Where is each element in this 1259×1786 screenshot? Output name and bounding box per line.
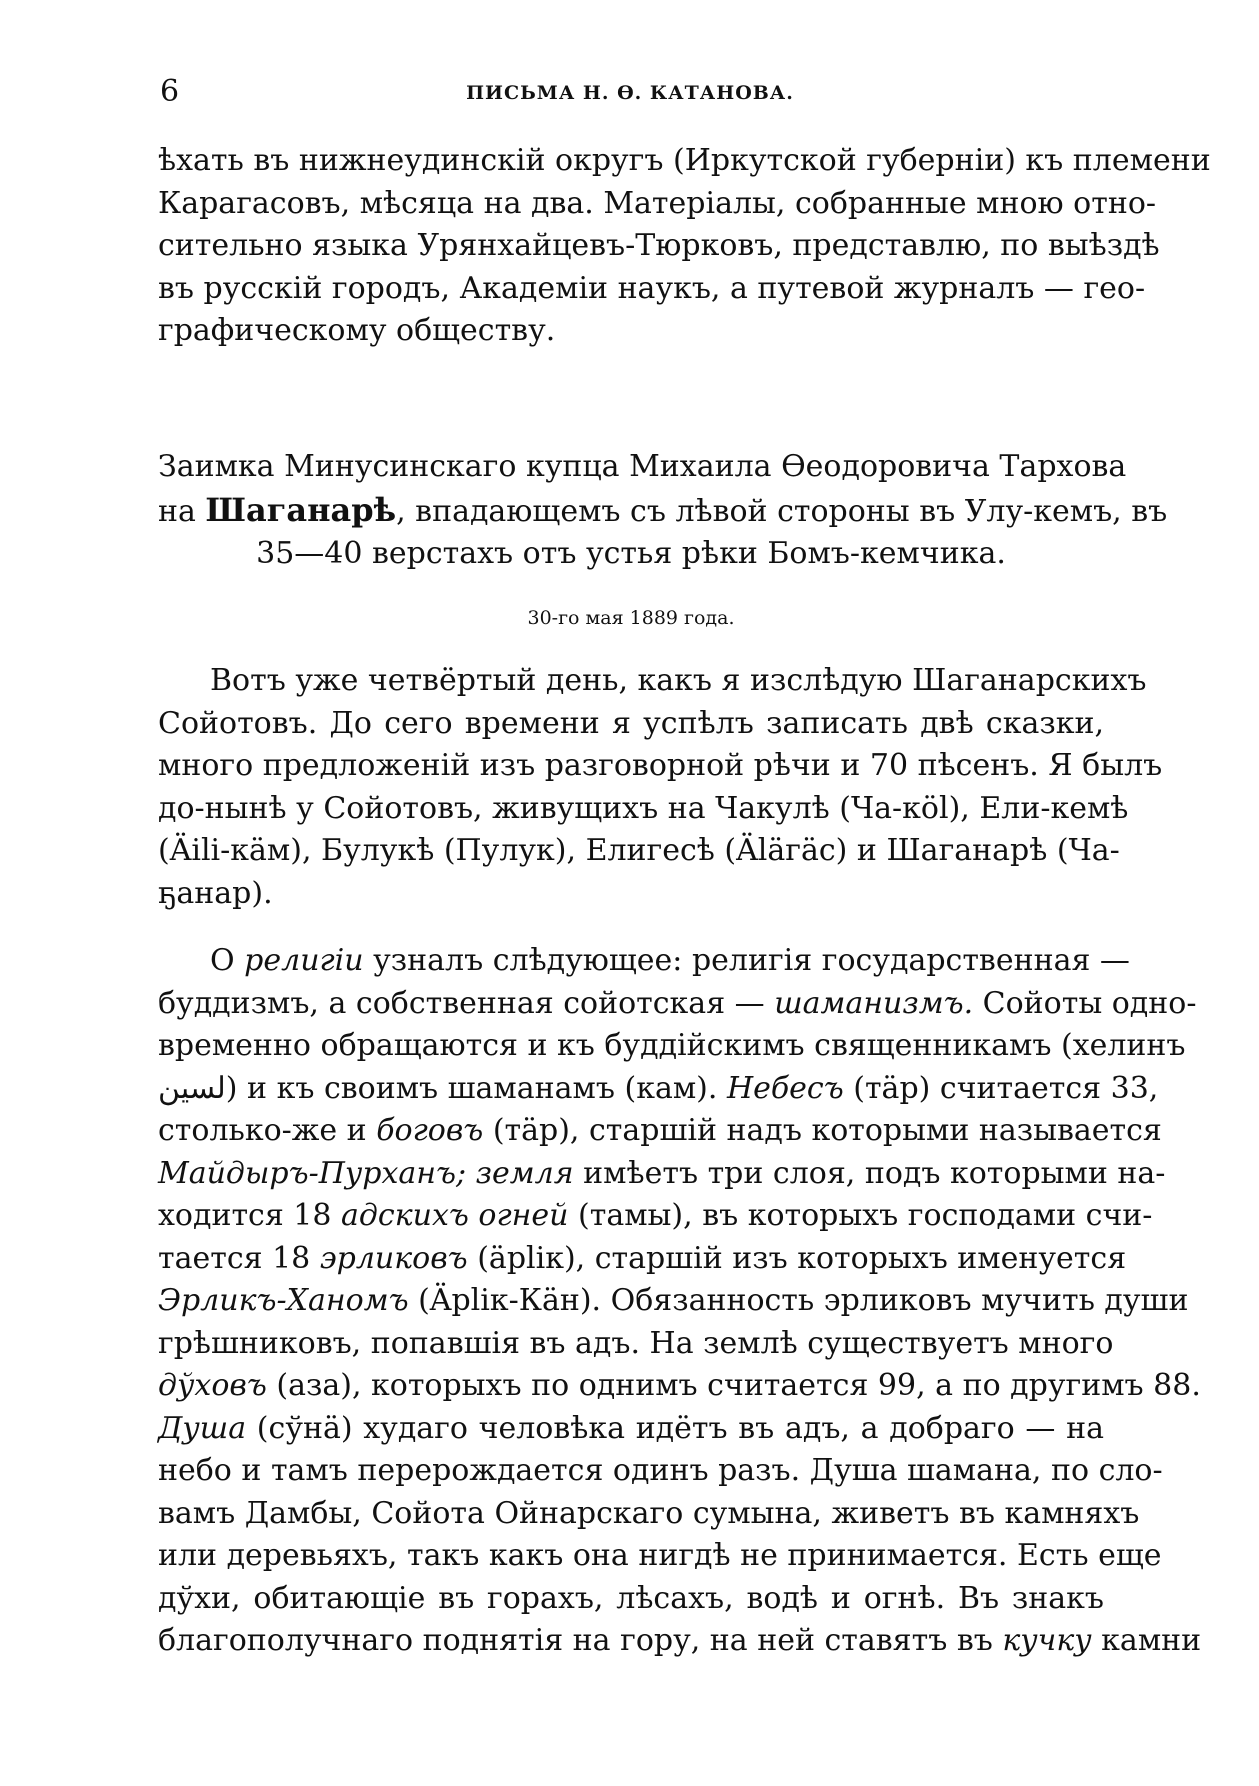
- text-line: О религіи узналъ слѣдующее: религія государственная —: [210, 943, 1130, 978]
- italic-term: кучку: [1002, 1623, 1092, 1658]
- page-number: 6: [160, 74, 180, 109]
- italic-term: боговъ: [376, 1113, 484, 1148]
- heading-line: [158, 489, 1168, 534]
- italic-term: эрликовъ: [319, 1240, 468, 1276]
- text-line: грѣшниковъ, попавшія въ адъ. На землѣ существуетъ много: [158, 1325, 1114, 1361]
- text-line: временно обращаются и къ буддійскимъ священникамъ (хелинъ: [158, 1028, 1186, 1063]
- letter-date: 30-го мая 1889 года.: [527, 607, 735, 629]
- text-line: небо и тамъ перерождается одинъ разъ. Душа шамана, по сло-: [158, 1453, 1163, 1488]
- italic-term: адскихъ огней: [341, 1198, 569, 1233]
- section-heading: [158, 446, 1168, 576]
- text-line: дўховъ (аза), которыхъ по однимъ считается 99, а по другимъ 88.: [158, 1368, 1201, 1403]
- text-line: Сойотовъ. До сего времени я успѣлъ записать двѣ сказки,: [158, 705, 1104, 741]
- text-line: столько-же и боговъ (тäр), старшій надъ которыми называется: [158, 1113, 1162, 1148]
- text-line: сительно языка Урянхайцевъ-Тюрковъ, представлю, по выѣздѣ: [158, 228, 1160, 263]
- text-line: ходится 18 адскихъ огней (тамы), въ которыхъ господами счи-: [158, 1198, 1153, 1233]
- italic-term: Эрликъ-Ханомъ: [158, 1283, 409, 1318]
- paragraph-1: [158, 660, 1163, 915]
- text-line: буддизмъ, а собственная сойотская — шаманизмъ. Сойоты одно-: [158, 985, 1197, 1021]
- text-line: въ русскій городъ, Академіи наукъ, а путевой журналъ — гео-: [158, 270, 1146, 306]
- text-line: вамъ Дамбы, Сойота Ойнарскаго сумына, живетъ въ камняхъ: [158, 1495, 1140, 1531]
- italic-term: Майдыръ-Пурханъ; земля: [158, 1155, 574, 1191]
- text-line: Эрликъ-Ханомъ (Äрlік-Кäн). Обязанность эрликовъ мучить души: [158, 1283, 1189, 1318]
- text-line: благополучнаго поднятія на гору, на ней ставятъ въ кучку камни: [158, 1623, 1202, 1658]
- heading-place-name: Шаганарѣ: [205, 490, 397, 529]
- paragraph-2: [158, 940, 1202, 1663]
- text-line: до-нынѣ у Сойотовъ, живущихъ на Чакулѣ (Ча-кöl), Ели-кемѣ: [158, 790, 1129, 826]
- text-line: Майдыръ-Пурханъ; земля имѣетъ три слоя, подъ которыми на-: [158, 1155, 1166, 1191]
- heading-rest: , впадающемъ съ лѣвой стороны въ Улу-кемъ, въ: [396, 493, 1168, 529]
- text-line: ѣхать въ нижнеудинскій округъ (Иркутской губерніи) къ племени: [158, 143, 1211, 178]
- text-line: дўхи, обитающіе въ горахъ, лѣсахъ, водѣ и огнѣ. Въ знакъ: [158, 1580, 1104, 1616]
- heading-prefix: на: [158, 493, 206, 529]
- running-title: ПИСЬМА Н. Ѳ. КАТАНОВА.: [466, 82, 794, 104]
- text-line: Душа (сўнä) худаго человѣка идётъ въ адъ, а добраго — на: [158, 1410, 1104, 1446]
- text-line: Вотъ уже четвёртый день, какъ я изслѣдую Шаганарскихъ: [210, 663, 1147, 698]
- text-line: Карагасовъ, мѣсяца на два. Матеріалы, собранные мною отно-: [158, 185, 1157, 221]
- italic-term: религіи: [244, 943, 364, 978]
- text-line: (Äіlі-кäм), Булукѣ (Пулук), Елигесѣ (Äläгäс) и Шаганарѣ (Ча-: [158, 833, 1120, 868]
- intro-paragraph: [158, 140, 1211, 353]
- text-line: тается 18 эрликовъ (äрlік), старшій изъ которыхъ именуется: [158, 1240, 1127, 1276]
- heading-line: 35—40 верстахъ отъ устья рѣки Бомъ-кемчика.: [256, 536, 1006, 571]
- italic-term: шаманизмъ.: [774, 985, 974, 1021]
- italic-term: Душа: [158, 1410, 247, 1446]
- heading-line: Заимка Минусинскаго купца Михаила Ѳеодоровича Тархова: [158, 449, 1127, 484]
- text-line: ҕанар).: [158, 875, 273, 911]
- text-line: много предложеній изъ разговорной рѣчи и 70 пѣсенъ. Я былъ: [158, 748, 1163, 783]
- running-head: [160, 72, 1100, 112]
- text-line: или деревьяхъ, такъ какъ она нигдѣ не принимается. Есть еще: [158, 1538, 1162, 1573]
- text-line: графическому обществу.: [158, 313, 556, 348]
- text-line: ﻟﺴﻴﻦ) и къ своимъ шаманамъ (кам). Небесъ (тäр) считается 33,: [158, 1070, 1159, 1106]
- italic-term: Небесъ: [726, 1070, 844, 1106]
- italic-term: дўховъ: [158, 1368, 267, 1403]
